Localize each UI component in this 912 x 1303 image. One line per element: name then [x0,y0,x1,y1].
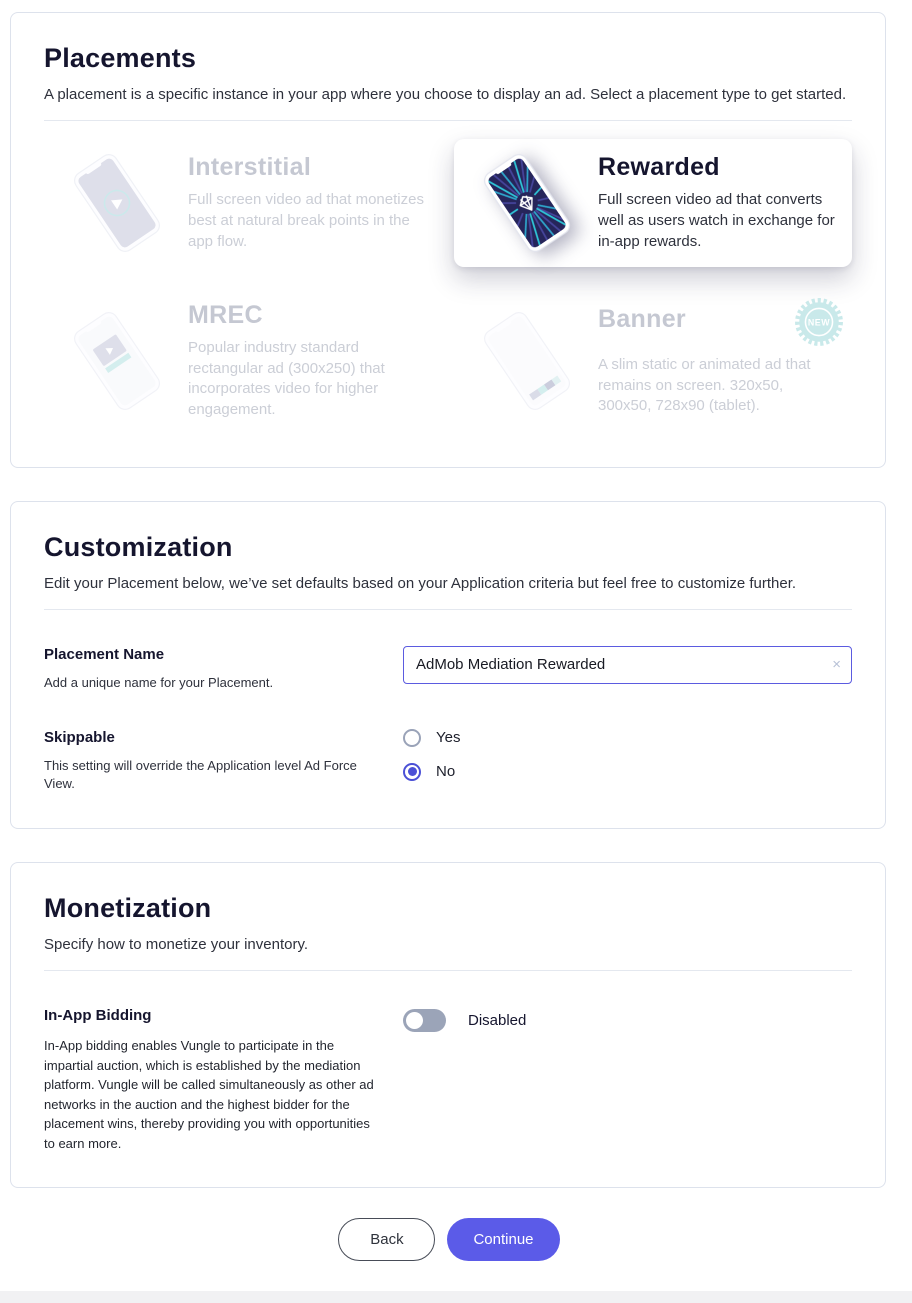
skippable-helper: This setting will override the Application level Ad Force View. [44,757,357,792]
divider [44,970,852,971]
placements-subtitle: A placement is a specific instance in your app where you choose to display an ad. Select a placement type to get started. [44,86,847,103]
new-badge-label: NEW [807,317,831,328]
placements-title: Placements [44,43,197,73]
divider [44,609,852,610]
radio-selected-icon[interactable] [403,763,421,781]
continue-button[interactable]: Continue [447,1218,559,1261]
placement-option-title: MREC [188,301,263,329]
placement-option-description: Popular industry standard rectangular ad (300x250) that incorporates video for higher engagement. [188,339,385,419]
radio-unselected-icon[interactable] [403,729,421,747]
banner-phone-icon [468,309,586,413]
placement-option-mrec[interactable] [44,289,442,433]
in-app-bidding-label: In-App Bidding [44,1007,152,1025]
customization-card [10,501,886,830]
placements-card [10,12,886,468]
customization-title: Customization [44,531,233,562]
placement-option-rewarded[interactable] [454,139,852,267]
in-app-bidding-toggle[interactable] [403,1009,446,1032]
clear-input-icon[interactable]: × [832,655,841,673]
placement-type-grid [44,139,852,433]
skippable-option-yes[interactable] [403,729,852,747]
placement-option-description: A slim static or animated ad that remains on screen. 320x50, 300x50, 728x90 (tablet). [598,355,811,415]
skippable-label: Skippable [44,728,115,746]
skippable-option-no[interactable] [403,763,852,781]
rewarded-phone-icon [468,151,586,255]
placement-name-row [44,646,852,693]
placement-option-title: Rewarded [598,153,720,182]
radio-label: No [436,763,456,781]
interstitial-phone-icon [58,151,176,255]
radio-label: Yes [436,729,461,747]
in-app-bidding-row [44,1007,852,1153]
placement-option-banner[interactable] [454,289,852,433]
skippable-row [44,729,852,795]
placement-name-input[interactable] [403,646,852,684]
placement-name-label: Placement Name [44,645,165,663]
monetization-subtitle: Specify how to monetize your inventory. [44,936,309,954]
customization-subtitle: Edit your Placement below, we’ve set defaults based on your Application criteria but feel free to customize further. [44,574,797,592]
monetization-card [10,862,886,1188]
new-badge-icon [794,297,844,347]
placement-option-description: Full screen video ad that monetizes best at natural break points in the app flow. [188,191,424,250]
placement-option-description: Full screen video ad that converts well as users watch in exchange for in-app rewards. [598,191,835,250]
divider [44,120,852,121]
placement-option-interstitial[interactable] [44,139,442,267]
page-bottom-strip [0,1291,912,1303]
in-app-bidding-state: Disabled [468,1012,527,1030]
placement-option-title: Interstitial [188,153,312,182]
footer-actions [0,1218,912,1261]
toggle-knob [406,1012,423,1029]
in-app-bidding-description: In-App bidding enables Vungle to participate in the impartial auction, which is established by the mediation platform. Vungle will be called simultaneously as other ad networks in the auction and the highest bidder for the placement wins, thereby providing you with opportunities to earn more. [44,1038,374,1151]
monetization-title: Monetization [44,893,212,924]
placement-option-title: Banner [598,304,686,333]
mrec-phone-icon [58,309,176,413]
placement-name-helper: Add a unique name for your Placement. [44,674,274,690]
back-button[interactable]: Back [338,1218,435,1261]
